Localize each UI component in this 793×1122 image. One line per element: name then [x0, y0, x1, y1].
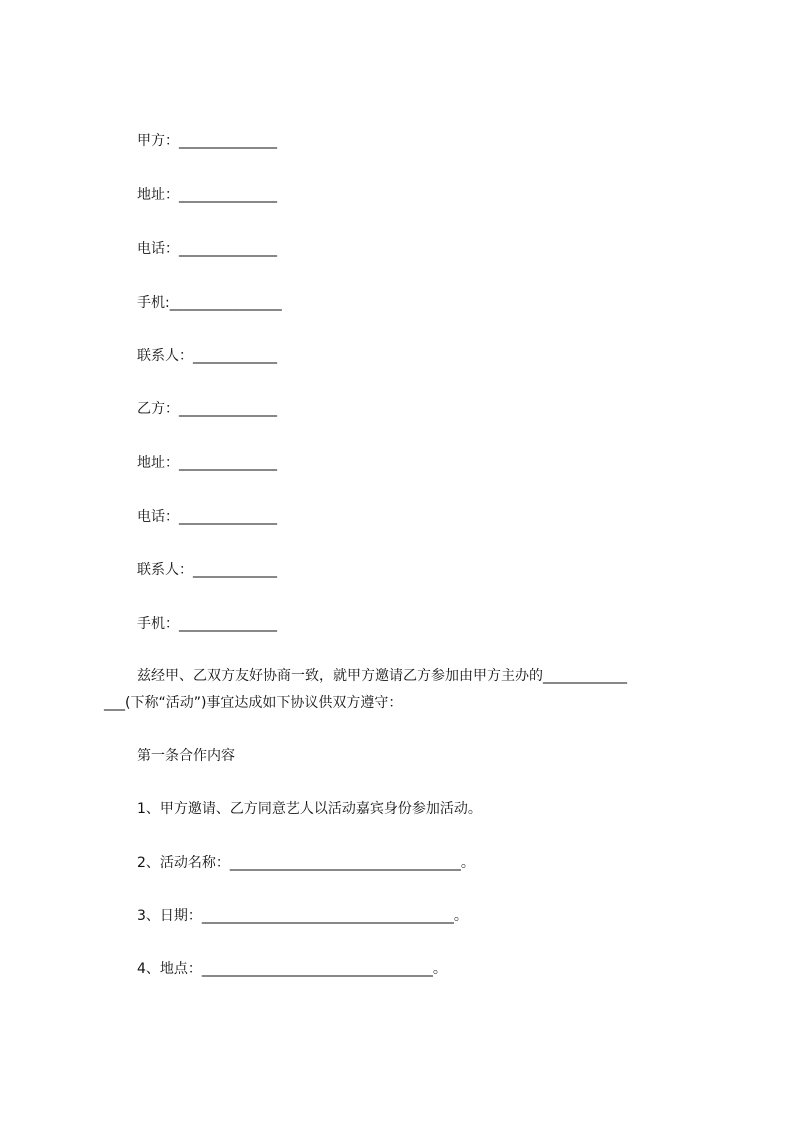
party-a-phone: 电话：______________: [137, 241, 277, 257]
party-a-mobile: 手机:________________: [137, 295, 282, 311]
intro-line-2: ___(下称“活动”)事宜达成如下协议供双方遵守：: [104, 695, 403, 711]
article-1-heading: 第一条合作内容: [137, 748, 235, 764]
article-1-item-4: 4、地点：_________________________________。: [137, 961, 447, 977]
party-a-name: 甲方：______________: [137, 133, 277, 149]
party-b-name: 乙方：______________: [137, 401, 277, 417]
article-1-item-2: 2、活动名称：_________________________________。: [137, 855, 475, 871]
party-b-mobile: 手机：______________: [137, 616, 277, 632]
party-b-address: 地址：______________: [137, 455, 277, 471]
article-1-item-1: 1、甲方邀请、乙方同意艺人以活动嘉宾身份参加活动。: [137, 801, 482, 817]
party-b-phone: 电话：______________: [137, 509, 277, 525]
party-b-contact: 联系人：____________: [137, 562, 277, 578]
party-a-contact: 联系人：____________: [137, 348, 277, 364]
party-a-address: 地址：______________: [137, 187, 277, 203]
intro-line-1: 兹经甲、乙双方友好协商一致，就甲方邀请乙方参加由甲方主办的____________: [137, 668, 627, 684]
intro-paragraph: [104, 666, 704, 713]
article-1-item-3: 3、日期：____________________________________。: [137, 908, 468, 924]
